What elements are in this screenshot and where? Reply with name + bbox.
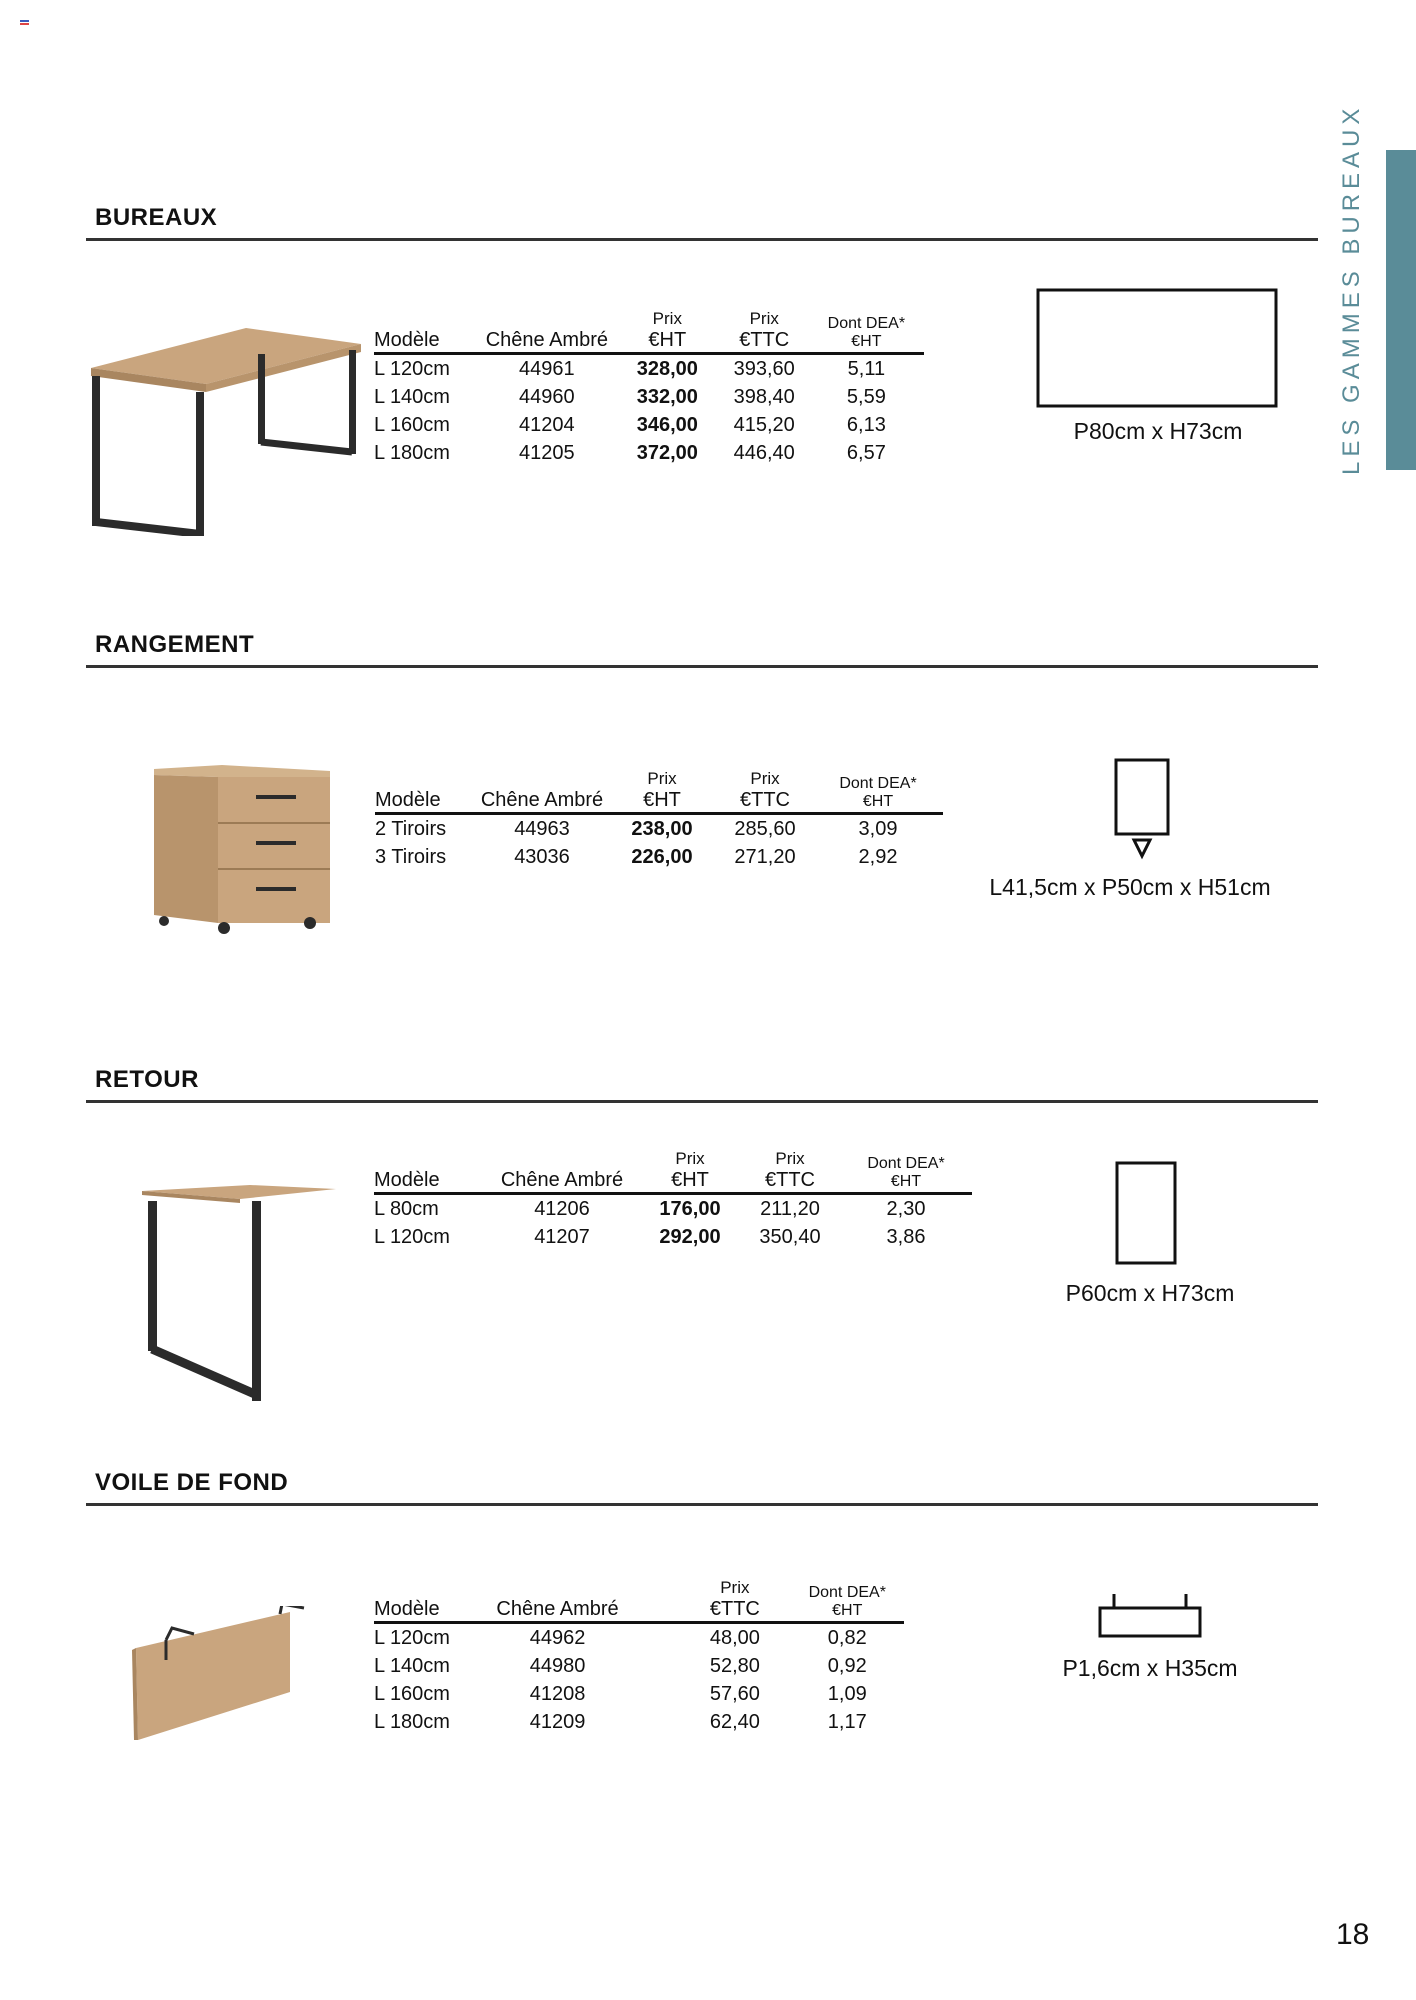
- col-finish: Chêne Ambré: [480, 788, 604, 811]
- section-title-retour: RETOUR: [95, 1066, 199, 1093]
- col-modele: Modèle: [374, 1597, 440, 1620]
- section-rule: [86, 1100, 1318, 1103]
- table-row: L 120cm 44961 328,00 393,60 5,11: [374, 357, 886, 380]
- side-tab: [1386, 150, 1416, 470]
- section-title-voile: VOILE DE FOND: [95, 1469, 289, 1496]
- col-dea: Dont DEA* €HT: [827, 314, 906, 351]
- table-row: 3 Tiroirs 43036 226,00 271,20 2,92: [375, 845, 898, 868]
- return-desk-image: [140, 1185, 340, 1405]
- dimensions-bureaux: P80cm x H73cm: [1073, 418, 1243, 444]
- table-row: L 140cm 44960 332,00 398,40 5,59: [374, 385, 886, 408]
- corner-flag-icon: [20, 20, 29, 28]
- price-table-voile: [374, 1578, 904, 1736]
- section-rule: [86, 238, 1318, 241]
- table-row: L 120cm 44962 48,00 0,82: [374, 1626, 867, 1649]
- price-table-retour: [374, 1149, 972, 1251]
- dimensions-retour: P60cm x H73cm: [1065, 1280, 1235, 1306]
- section-rule: [86, 665, 1318, 668]
- price-table-rangement: [375, 769, 943, 871]
- col-modele: Modèle: [375, 788, 441, 811]
- col-finish: Chêne Ambré: [500, 1168, 624, 1191]
- desk-footprint-diagram: [1036, 288, 1280, 410]
- col-prix-ht: Prix €HT: [643, 769, 681, 811]
- table-row: 2 Tiroirs 44963 238,00 285,60 3,09: [375, 817, 898, 840]
- col-modele: Modèle: [374, 328, 440, 351]
- page-number: 18: [1336, 1918, 1370, 1951]
- col-modele: Modèle: [374, 1168, 440, 1191]
- drawer-footprint-diagram: [1112, 758, 1172, 862]
- table-row: L 120cm 41207 292,00 350,40 3,86: [374, 1225, 926, 1248]
- dimensions-voile: P1,6cm x H35cm: [1062, 1655, 1238, 1681]
- dimensions-rangement: L41,5cm x P50cm x H51cm: [989, 874, 1271, 900]
- col-finish: Chêne Ambré: [485, 328, 608, 351]
- col-dea: Dont DEA* €HT: [839, 774, 917, 811]
- desk-image: [86, 326, 366, 536]
- section-title-rangement: RANGEMENT: [95, 631, 255, 658]
- table-row: L 80cm 41206 176,00 211,20 2,30: [374, 1197, 926, 1220]
- table-row: L 140cm 44980 52,80 0,92: [374, 1654, 867, 1677]
- col-prix-ttc: Prix €TTC: [765, 1149, 815, 1191]
- col-dea: Dont DEA* €HT: [808, 1583, 886, 1620]
- col-prix-ttc: Prix €TTC: [709, 1578, 760, 1620]
- col-finish: Chêne Ambré: [496, 1597, 619, 1620]
- side-label: LES GAMMES BUREAUX: [1338, 103, 1365, 475]
- table-row: L 180cm 41209 62,40 1,17: [374, 1710, 867, 1733]
- drawer-unit-image: [152, 765, 332, 940]
- col-prix-ht: Prix €HT: [648, 309, 687, 351]
- table-row: L 160cm 41204 346,00 415,20 6,13: [374, 413, 886, 436]
- modesty-panel-image: [132, 1606, 312, 1746]
- panel-profile-diagram: [1096, 1590, 1206, 1640]
- return-footprint-diagram: [1114, 1160, 1178, 1268]
- col-prix-ht: Prix €HT: [671, 1149, 709, 1191]
- table-row: L 180cm 41205 372,00 446,40 6,57: [374, 441, 886, 464]
- section-title-bureaux: BUREAUX: [95, 204, 218, 231]
- col-dea: Dont DEA* €HT: [867, 1154, 945, 1191]
- table-row: L 160cm 41208 57,60 1,09: [374, 1682, 867, 1705]
- col-prix-ttc: Prix €TTC: [740, 769, 790, 811]
- section-rule: [86, 1503, 1318, 1506]
- col-prix-ttc: Prix €TTC: [739, 309, 790, 351]
- price-table-bureaux: [374, 309, 924, 467]
